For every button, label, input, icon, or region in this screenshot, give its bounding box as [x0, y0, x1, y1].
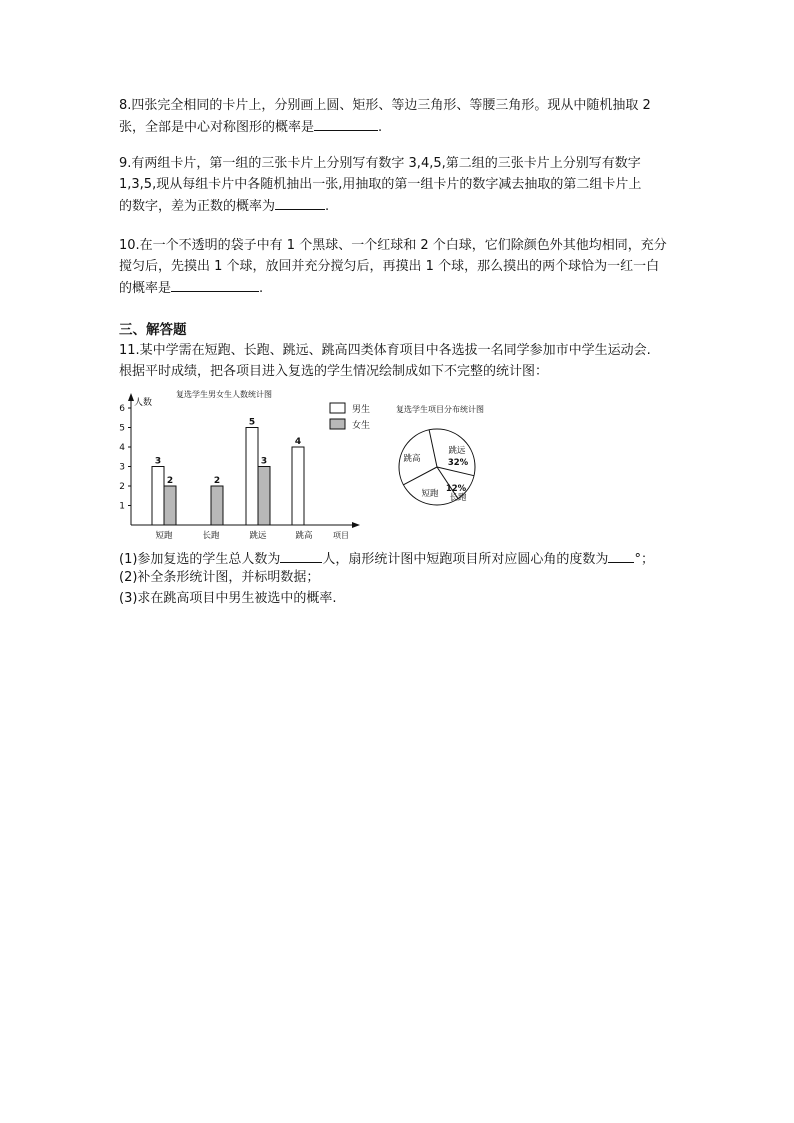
- y-tick-label: 6: [119, 404, 125, 414]
- pie-chart: [390, 400, 510, 518]
- answer-blank-9[interactable]: [275, 195, 325, 210]
- sub-question-2: (2)补全条形统计图，并标明数据；: [119, 570, 320, 585]
- y-tick-label: 3: [119, 462, 125, 473]
- question-10-line-3: 的概率是 .: [119, 277, 699, 299]
- question-11-line-1: 11.某中学需在短跑、长跑、跳远、跳高四类体育项目中各选拔一名同学参加市中学生运动会.: [119, 343, 651, 358]
- y-axis-label: 人数: [134, 398, 153, 408]
- pie-slice-label: 跳远: [448, 446, 466, 456]
- bar-chart-title: 复选学生男女生人数统计图: [176, 390, 272, 399]
- bar: [152, 467, 164, 526]
- question-9-line-1: 9.有两组卡片，第一组的三张卡片上分别写有数字 3,4,5,第二组的三张卡片上分别写有数字: [119, 156, 641, 171]
- y-tick-label: 1: [119, 501, 125, 512]
- question-9: [119, 153, 699, 217]
- question-10: [119, 235, 699, 299]
- y-tick-label: 4: [119, 443, 125, 453]
- legend-label: 男生: [352, 405, 371, 415]
- legend-swatch: [330, 403, 345, 413]
- y-tick-label: 5: [119, 423, 125, 434]
- question-9-line-2: 1,3,5,现从每组卡片中各随机抽出一张,用抽取的第一组卡片的数字减去抽取的第二组卡片上: [119, 177, 642, 192]
- answer-blank-11-1b[interactable]: [608, 548, 634, 563]
- x-tick-label: 跳高: [295, 531, 313, 541]
- sub-question-3: (3)求在跳高项目中男生被选中的概率.: [119, 591, 337, 606]
- answer-blank-8[interactable]: [314, 116, 378, 131]
- pie-slice-label: 短跑: [421, 489, 439, 499]
- question-8-line-1: 8.四张完全相同的卡片上，分别画上圆、矩形、等边三角形、等腰三角形。现从中随机抽取 2: [119, 98, 651, 113]
- question-9-line-3: 的数字，差为正数的概率为 .: [119, 195, 699, 217]
- bar: [246, 428, 258, 526]
- bar-data-label: 2: [213, 476, 221, 486]
- pie-slice-value: 32%: [447, 458, 469, 468]
- sub-question-1: (1)参加复选的学生总人数为 人，扇形统计图中短跑项目所对应圆心角的度数为 °；: [119, 548, 719, 569]
- pie-slice-value: 12%: [445, 484, 467, 494]
- question-8: [119, 95, 699, 138]
- x-tick-label: 跳远: [249, 531, 267, 541]
- bar: [164, 486, 176, 525]
- bar-data-label: 2: [166, 476, 174, 486]
- bar-data-label: 3: [154, 456, 162, 467]
- question-10-line-1: 10.在一个不透明的袋子中有 1 个黑球、一个红球和 2 个白球，它们除颜色外其他均相同，充分: [119, 238, 667, 253]
- x-tick-label: 长跑: [202, 531, 220, 541]
- bar: [258, 467, 270, 526]
- question-11-line-2: 根据平时成绩，把各项目进入复选的学生情况绘制成如下不完整的统计图：: [119, 364, 549, 379]
- bar: [292, 447, 304, 525]
- x-axis-label: 项目: [333, 531, 349, 540]
- bar: [211, 486, 223, 525]
- x-axis-arrow: [352, 522, 360, 528]
- answer-blank-10[interactable]: [171, 277, 259, 292]
- legend-swatch: [330, 419, 345, 429]
- question-10-line-2: 搅匀后，先摸出 1 个球，放回并充分搅匀后，再摸出 1 个球，那么摸出的两个球恰为一红一白: [119, 259, 660, 274]
- bar-chart: [112, 385, 374, 543]
- x-tick-label: 短跑: [155, 531, 173, 541]
- bar-data-label: 4: [294, 437, 302, 447]
- bar-data-label: 5: [248, 417, 256, 428]
- legend-label: 女生: [352, 421, 371, 431]
- pie-slice-label: 跳高: [403, 454, 421, 464]
- bar-data-label: 3: [260, 456, 268, 467]
- question-11: [119, 340, 699, 382]
- section-heading: 三、解答题: [119, 322, 187, 338]
- question-8-line-2: 张，全部是中心对称图形的概率是 .: [119, 116, 699, 138]
- y-tick-label: 2: [119, 482, 125, 492]
- pie-chart-title: 复选学生项目分布统计图: [396, 405, 484, 414]
- pie-slice-label: 长跑: [449, 493, 467, 503]
- answer-blank-11-1a[interactable]: [280, 548, 322, 563]
